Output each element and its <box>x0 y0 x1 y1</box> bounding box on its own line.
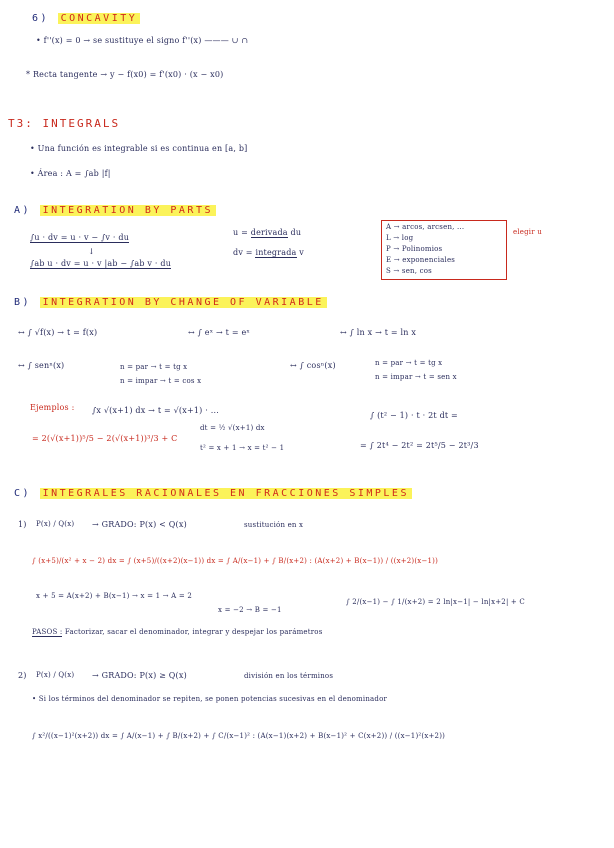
case-2-note: división en los términos <box>244 672 334 680</box>
heading-number: B) <box>14 297 32 308</box>
example-1-result: = 2(√(x+1))⁵/5 − 2(√(x+1))³/3 + C <box>32 434 178 443</box>
change-rule-sqrt: ↔ ∫ √f(x) → t = f(x) <box>18 328 98 337</box>
dv-tail: v <box>299 248 304 257</box>
heading-text: INTEGRALES RACIONALES EN FRACCIONES SIMPLES <box>40 488 412 499</box>
priority-item: P → Polinomios <box>386 245 443 253</box>
u-label: u = <box>233 228 248 237</box>
section-heading-parts <box>14 205 216 216</box>
case-2-label: 2) <box>18 671 27 680</box>
concavity-line-2: * Recta tangente → y − f(x0) = f'(x0) · (x − x0) <box>26 70 224 79</box>
cos-option: n = impar → t = sen x <box>375 373 457 381</box>
steps-label: PASOS : <box>32 628 63 636</box>
heading-number: 6) <box>32 13 50 24</box>
parts-arrow: ↓ <box>88 247 95 256</box>
heading-text: INTEGRATION BY CHANGE OF VARIABLE <box>40 297 327 308</box>
section-heading-rational <box>14 488 412 499</box>
case-1-result: ∫ 2/(x−1) − ∫ 1/(x+2) = 2 ln|x−1| − ln|x+2| + C <box>346 598 525 606</box>
parts-formula: ∫u · dv = u · v − ∫v · du <box>30 233 130 242</box>
dv-word: integrada <box>255 248 297 257</box>
example-2-result: = ∫ 2t⁴ − 2t² = 2t⁵/5 − 2t³/3 <box>360 441 479 450</box>
case-1-equation: ∫ (x+5)/(x² + x − 2) dx = ∫ (x+5)/((x+2)(x−1)) dx = ∫ A/(x−1) + ∫ B/(x+2) : (A(x+2) + B(x−1)) / ((x+2)(x−1)) <box>32 557 439 565</box>
examples-label: Ejemplos : <box>30 403 75 412</box>
sin-option: n = impar → t = cos x <box>120 377 202 385</box>
priority-item: E → exponenciales <box>386 256 456 264</box>
cos-option: n = par → t = tg x <box>375 359 443 367</box>
change-rule-cos: ↔ ∫ cosⁿ(x) <box>290 361 336 370</box>
sin-option: n = par → t = tg x <box>120 363 188 371</box>
t3-line-2: • Área : A = ∫ab |f| <box>30 169 111 178</box>
case-2-equation: ∫ x²/((x−1)²(x+2)) dx = ∫ A/(x−1) + ∫ B/(x+2) + ∫ C/(x−1)² : (A(x−1)(x+2) + B(x−1)² + C(x+2)) / ((x−1)²(x+2)) <box>32 732 446 740</box>
heading-number: A) <box>14 205 32 216</box>
case-1-condition: → GRADO: P(x) < Q(x) <box>92 520 187 529</box>
case-2-condition: → GRADO: P(x) ≥ Q(x) <box>92 671 187 680</box>
section-heading-concavity <box>32 13 140 24</box>
example-1: ∫x √(x+1) dx → t = √(x+1) · ... <box>92 406 219 415</box>
example-2: ∫ (t² − 1) · t · 2t dt = <box>370 411 458 420</box>
heading-text: CONCAVITY <box>58 13 141 24</box>
dv-definition <box>233 248 304 257</box>
u-tail: du <box>290 228 302 237</box>
heading-text: INTEGRATION BY PARTS <box>40 205 216 216</box>
u-definition <box>233 228 301 237</box>
case-1-solve-2: x = −2 → B = −1 <box>218 606 282 614</box>
heading-number: C) <box>14 488 32 499</box>
case-1-label: 1) <box>18 520 27 529</box>
t3-line-1: • Una función es integrable si es continua en [a, b] <box>30 144 248 153</box>
steps <box>32 628 323 636</box>
change-rule-exp: ↔ ∫ eˣ → t = eˣ <box>188 328 250 337</box>
dv-label: dv = <box>233 248 253 257</box>
parts-definite-formula: ∫ab u · dv = u · v |ab − ∫ab v · du <box>30 259 172 268</box>
priority-item: A → arcos, arcsen, ... <box>386 223 465 231</box>
concavity-line-1: • f''(x) = 0 → se sustituye el signo f''(x) ——— ∪ ∩ <box>36 36 249 45</box>
case-1-note: sustitución en x <box>244 521 304 529</box>
priority-item: S → sen, cos <box>386 267 432 275</box>
case-1-solve-1: x + 5 = A(x+2) + B(x−1) → x = 1 → A = 2 <box>36 592 192 600</box>
priority-item: L → log <box>386 234 414 242</box>
chapter-title: T3: INTEGRALS <box>8 117 121 130</box>
case-1-fraction: P(x) / Q(x) <box>36 520 75 528</box>
example-1-dt: dt = ½ √(x+1) dx <box>200 424 265 432</box>
change-rule-ln: ↔ ∫ ln x → t = ln x <box>340 328 417 337</box>
case-2-line: • Si los términos del denominador se repiten, se ponen potencias sucesivas en el denominador <box>32 695 388 703</box>
u-word: derivada <box>250 228 288 237</box>
change-rule-sin: ↔ ∫ senⁿ(x) <box>18 361 65 370</box>
priority-note: elegir u <box>513 228 542 236</box>
section-heading-change <box>14 297 327 308</box>
example-1-sub: t² = x + 1 → x = t² − 1 <box>200 444 285 452</box>
steps-text: Factorizar, sacar el denominador, integrar y despejar los parámetros <box>64 628 323 636</box>
case-2-fraction: P(x) / Q(x) <box>36 671 75 679</box>
